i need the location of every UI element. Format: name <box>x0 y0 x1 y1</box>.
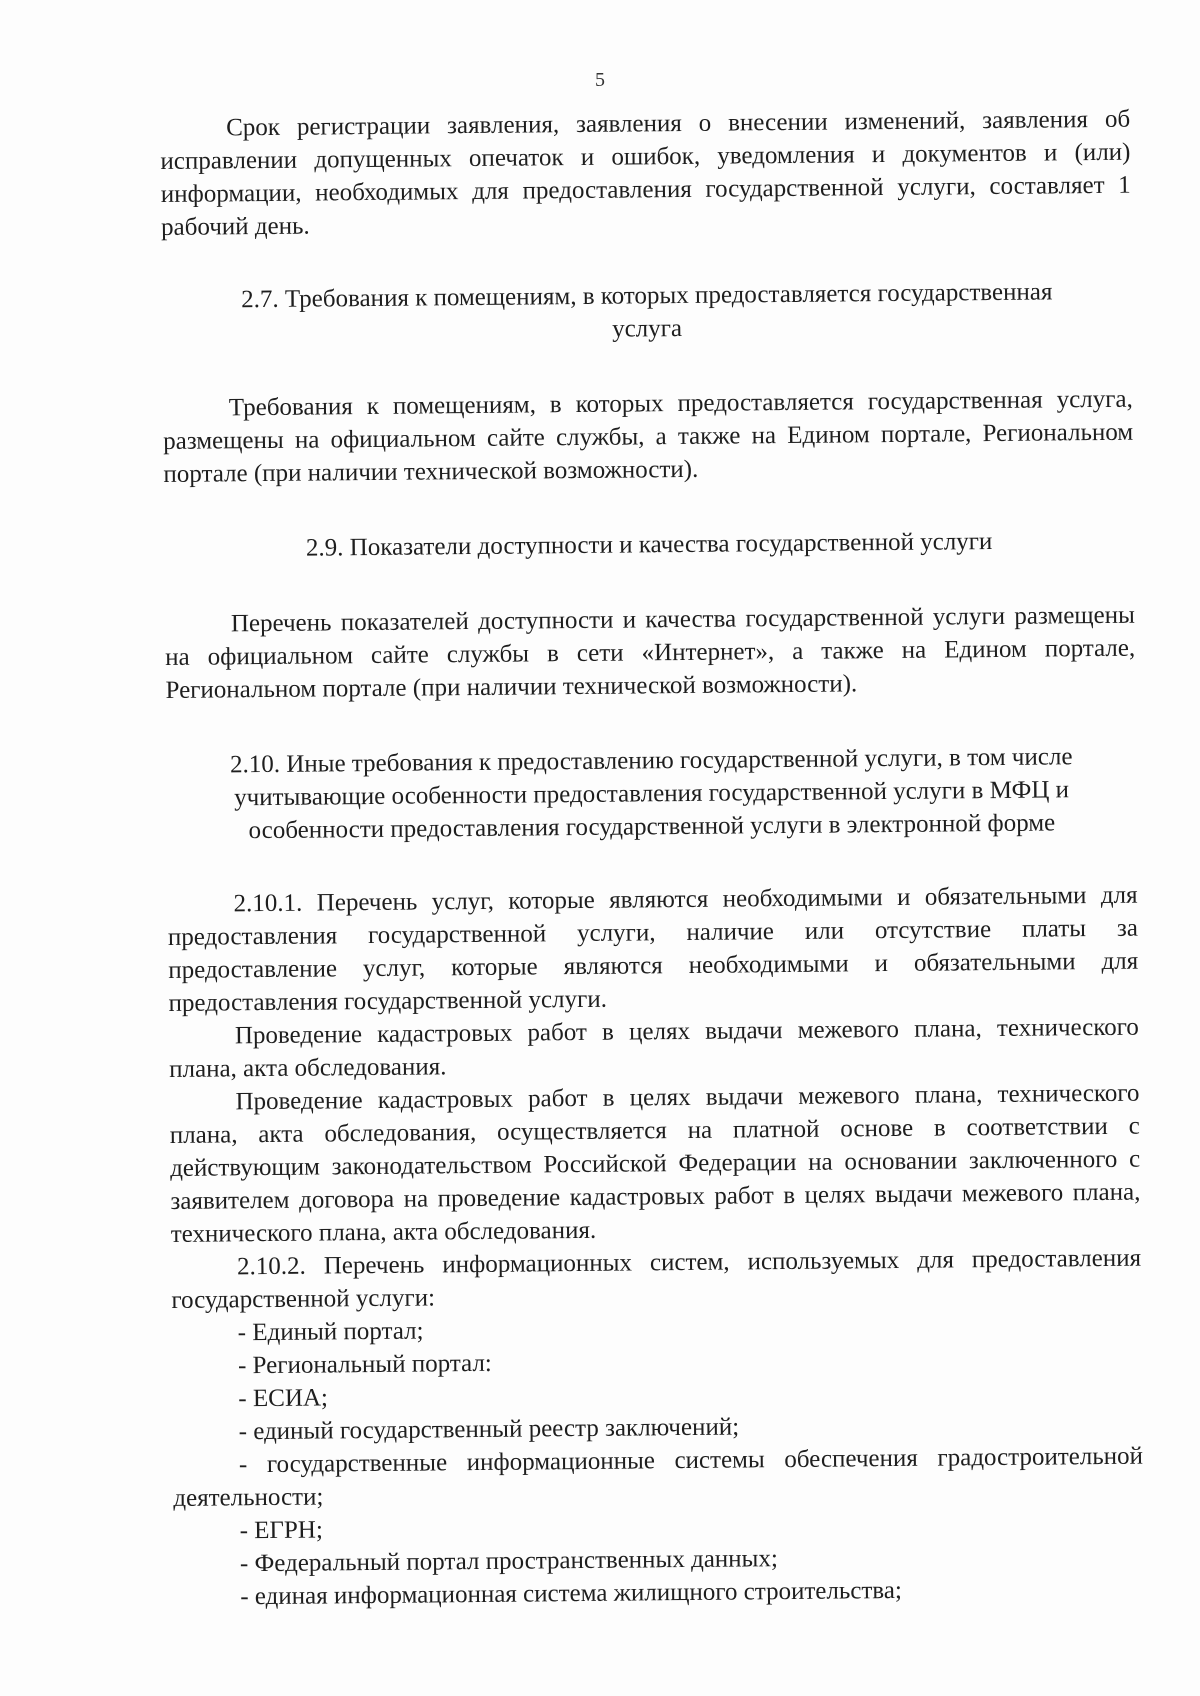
cadastral-works-paid-paragraph: Проведение кадастровых работ в целях выдачи межевого плана, технического плана, акта обследования, осуществляется на платной основе в соответствии с действующим законодательством Российской Федерации на основании заключенного с заявителем договора на проведение кадастровых работ в целях выдачи межевого плана, технического плана, акта обследования. <box>169 1079 1141 1248</box>
registration-term-paragraph: Срок регистрации заявления, заявления о внесении изменений, заявления об исправлении допущенных опечаток и ошибок, уведомления и документов и (или) информации, необходимых для предоставления государственной услуги, составляет 1 рабочий день. <box>160 105 1131 241</box>
accessibility-indicators-paragraph: Перечень показателей доступности и качества государственной услуги размещены на официальном сайте службы в сети «Интернет», а также на Едином портале, Региональном портале (при наличии технической возможности). <box>165 601 1136 704</box>
section-heading-2-7: 2.7. Требования к помещениям, в которых предоставляется государственная услуга <box>241 278 1053 343</box>
document-body <box>160 103 1144 1614</box>
section-heading-2-10: 2.10. Иные требования к предоставлению государственной услуги, в том числе учитывающие особенности предоставления государственной услуги в МФЦ и особенности предоставления государственной услуги в электронной форме <box>229 743 1073 845</box>
premises-requirements-paragraph: Требования к помещениям, в которых предоставляется государственная услуга, размещены на официальном сайте службы, а также на Едином портале, Региональном портале (при наличии технической возможности). <box>163 385 1134 488</box>
information-systems-list <box>172 1308 1145 1614</box>
list-item: - Федеральный портал пространственных данных; <box>239 1545 778 1578</box>
paragraph-2-10-2: 2.10.2. Перечень информационных систем, используемых для предоставления государственной услуги: <box>171 1244 1142 1314</box>
cadastral-works-short-paragraph: Проведение кадастровых работ в целях выдачи межевого плана, технического плана, акта обследования. <box>169 1013 1139 1083</box>
list-item: - ЕСИА; <box>238 1384 329 1413</box>
list-item: - единый государственный реестр заключений; <box>238 1413 740 1446</box>
list-item: - ЕГРН; <box>239 1516 323 1545</box>
list-item: - Региональный портал: <box>237 1349 492 1380</box>
list-item: - государственные информационные системы обеспечения градостроительной деятельности; <box>173 1442 1144 1512</box>
list-item: - единая информационная система жилищного строительства; <box>240 1576 902 1611</box>
section-heading-2-9: 2.9. Показатели доступности и качества государственной услуги <box>305 528 993 562</box>
paragraph-2-10-1: 2.10.1. Перечень услуг, которые являются необходимыми и обязательными для предоставления государственной услуги, наличие или отсутствие платы за предоставление услуг, которые являются необходимыми и обязательными для предоставления государственной услуги. <box>167 881 1139 1017</box>
page-number: 5 <box>595 69 605 91</box>
list-item: - Единый портал; <box>237 1317 424 1347</box>
